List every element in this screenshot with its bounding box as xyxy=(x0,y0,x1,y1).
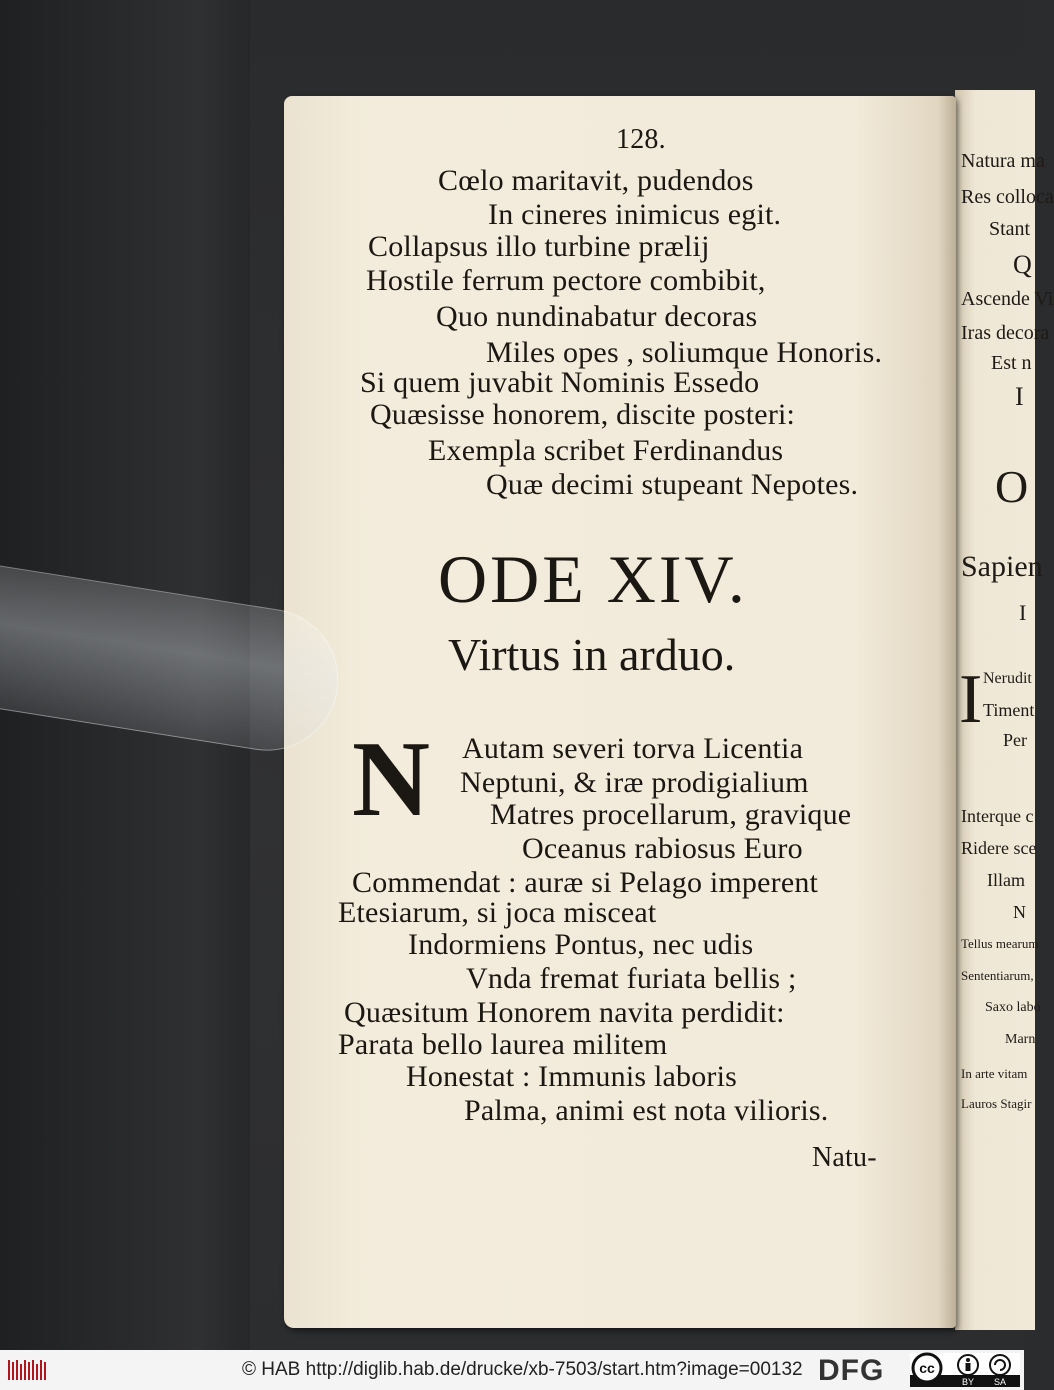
facing-line: Stant xyxy=(989,218,1031,240)
facing-line: In arte vitam xyxy=(961,1066,1028,1081)
facing-line: Nerudit xyxy=(983,670,1032,687)
verse-line: Honestat : Immunis laboris xyxy=(406,1060,737,1093)
copyright-link[interactable]: © HAB http://diglib.hab.de/drucke/xb-7503/start.htm?image=00132 xyxy=(242,1359,803,1380)
verse-line: Quo nundinabatur decoras xyxy=(436,300,758,333)
ode-title: ODE XIV. xyxy=(438,541,748,617)
verse-line: Exempla scribet Ferdinandus xyxy=(428,434,784,467)
facing-line: Tellus mearum xyxy=(961,936,1039,951)
verse-line: Miles opes , soliumque Honoris. xyxy=(486,336,883,369)
verse-line: Quæsitum Honorem navita perdidit: xyxy=(344,996,785,1029)
verse-line: Indormiens Pontus, nec udis xyxy=(408,928,754,961)
facing-page-fragment xyxy=(955,90,1054,1330)
verse-line: Etesiarum, si joca misceat xyxy=(338,896,657,929)
verse-line: Vnda fremat furiata bellis ; xyxy=(466,962,797,995)
hab-logo-icon xyxy=(8,1358,48,1382)
verse-line: Palma, animi est nota vilioris. xyxy=(464,1094,829,1127)
verse-line: Quæ decimi stupeant Nepotes. xyxy=(486,468,859,501)
viewer-footer xyxy=(0,1350,1024,1390)
facing-line: Marn xyxy=(1005,1032,1036,1047)
facing-line: Est n xyxy=(991,352,1032,374)
svg-text:cc: cc xyxy=(919,1360,935,1376)
facing-line: Interque c xyxy=(961,806,1034,826)
facing-line: Timent xyxy=(983,700,1035,720)
verse-line: Oceanus rabiosus Euro xyxy=(522,832,803,865)
facing-line: Lauros Stagir xyxy=(961,1096,1032,1111)
facing-line: I xyxy=(959,661,983,738)
verse-line: Commendat : auræ si Pelago imperent xyxy=(352,866,819,899)
facing-line: I xyxy=(1015,382,1024,411)
drop-cap: N xyxy=(352,720,430,839)
verse-line: Collapsus illo turbine prælij xyxy=(368,230,710,263)
ode-subtitle: Virtus in arduo. xyxy=(448,629,736,680)
verse-line: In cineres inimicus egit. xyxy=(488,198,782,231)
verse-line: Si quem juvabit Nominis Essedo xyxy=(360,366,760,399)
facing-line: Res colloca xyxy=(961,186,1054,208)
verse-line: Autam severi torva Licentia xyxy=(462,732,804,765)
facing-line: Sententiarum, xyxy=(961,968,1034,983)
facing-line: I xyxy=(1019,600,1027,625)
cc-by-label: BY xyxy=(961,1377,975,1387)
facing-line: Q xyxy=(1013,250,1032,279)
facing-line: Ascende Vi xyxy=(961,288,1054,310)
facing-line: N xyxy=(1013,902,1026,922)
facing-line: Iras decora xyxy=(961,322,1050,344)
verse-line: Parata bello laurea militem xyxy=(338,1028,668,1061)
cc-license-icon[interactable] xyxy=(910,1353,1020,1387)
dfg-logo: DFG xyxy=(818,1354,885,1387)
facing-line: Sapien xyxy=(961,550,1043,583)
facing-line: Saxo labo xyxy=(985,1000,1041,1015)
catchword: Natu- xyxy=(812,1142,877,1173)
page-number: 128. xyxy=(616,124,666,155)
verse-line: Cœlo maritavit, pudendos xyxy=(438,164,754,197)
facing-line: Per xyxy=(1003,730,1027,750)
verse-line: Hostile ferrum pectore combibit, xyxy=(366,264,766,297)
facing-line: Ridere sce xyxy=(961,838,1037,858)
facing-line: O xyxy=(995,461,1029,512)
facing-line: Illam xyxy=(987,870,1025,890)
verse-line: Quæsisse honorem, discite posteri: xyxy=(370,398,796,431)
cc-sa-label: SA xyxy=(993,1377,1007,1387)
verse-line: Matres procellarum, gravique xyxy=(490,798,852,831)
facing-line: Natura ma xyxy=(961,150,1045,172)
verse-line: Neptuni, & iræ prodigialium xyxy=(460,766,809,799)
